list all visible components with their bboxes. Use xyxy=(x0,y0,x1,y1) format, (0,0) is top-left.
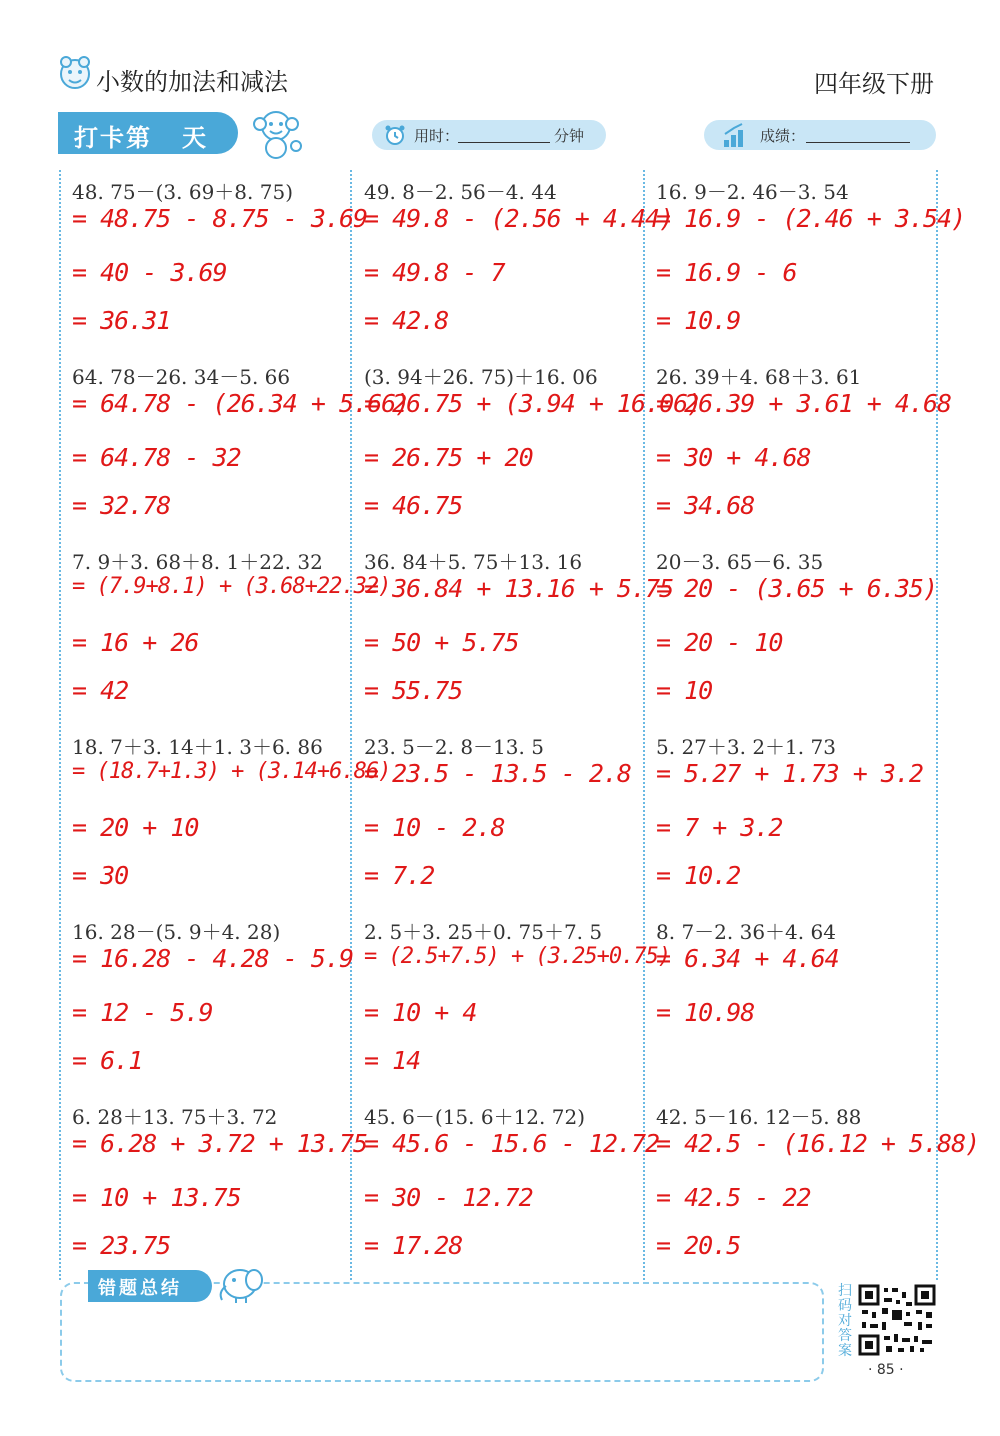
answer-step: = 40 - 3.69 xyxy=(72,258,227,287)
mistake-summary-tag xyxy=(88,1270,212,1302)
time-unit: 分钟 xyxy=(554,127,585,145)
column-divider xyxy=(59,170,61,1280)
problem-expression: 2. 5＋3. 25＋0. 75＋7. 5 xyxy=(364,920,603,944)
problem-expression: 20－3. 65－6. 35 xyxy=(656,550,824,574)
answer-step: = 36.84 + 13.16 + 5.75 xyxy=(364,574,674,603)
problem-cell xyxy=(72,546,391,731)
problem-cell xyxy=(656,176,966,361)
answer-step: = 14 xyxy=(364,1046,421,1075)
page-number: · 85 · xyxy=(868,1362,904,1378)
answer-step: = 23.75 xyxy=(72,1231,171,1260)
problem-cell xyxy=(656,546,946,731)
time-field xyxy=(372,120,606,150)
problem-expression: 48. 75－(3. 69＋8. 75) xyxy=(72,180,293,204)
answer-step: = 10 xyxy=(656,676,713,705)
mistake-summary-label: 错题总结 xyxy=(98,1278,182,1299)
problem-expression: 45. 6－(15. 6＋12. 72) xyxy=(364,1105,585,1129)
answer-step: = 7.2 xyxy=(364,861,435,890)
answer-step: = 10.98 xyxy=(656,998,755,1027)
problem-expression: 6. 28＋13. 75＋3. 72 xyxy=(72,1105,278,1129)
answer-step: = 20 - 10 xyxy=(656,628,783,657)
problem-expression: 49. 8－2. 56－4. 44 xyxy=(364,180,557,204)
answer-step: = 20 - (3.65 + 6.35) xyxy=(656,574,938,603)
checkin-banner xyxy=(58,112,298,154)
problem-cell xyxy=(72,176,368,361)
answer-step: = 10.9 xyxy=(656,306,741,335)
answer-step: = 42 xyxy=(72,676,129,705)
problem-cell xyxy=(656,731,946,916)
page-title: 小数的加法和减法 xyxy=(96,68,288,96)
problem-expression: 36. 84＋5. 75＋13. 16 xyxy=(364,550,583,574)
time-blank[interactable] xyxy=(458,142,550,143)
mascot-logo-icon xyxy=(58,54,92,94)
answer-step: = 6.28 + 3.72 + 13.75 xyxy=(72,1129,368,1158)
checkin-label-suffix: 天 xyxy=(182,124,208,152)
answer-step: = 20.5 xyxy=(656,1231,741,1260)
problem-expression: 16. 28－(5. 9＋4. 28) xyxy=(72,920,281,944)
answer-step: = 20 + 10 xyxy=(72,813,199,842)
answer-step: = (7.9+8.1) + (3.68+22.32) xyxy=(72,574,391,599)
answer-step: = 10 - 2.8 xyxy=(364,813,505,842)
problem-cell xyxy=(656,916,946,1101)
answer-step: = 5.27 + 1.73 + 3.2 xyxy=(656,759,923,788)
growth-chart-icon xyxy=(722,122,748,148)
problem-expression: 5. 27＋3. 2＋1. 73 xyxy=(656,735,836,759)
elephant-mascot-icon xyxy=(214,1262,268,1304)
answer-step: = 17.28 xyxy=(364,1231,463,1260)
checkin-label-prefix: 打卡第 xyxy=(74,124,152,152)
answer-step: = 50 + 5.75 xyxy=(364,628,519,657)
answer-step: = 16.28 - 4.28 - 5.9 xyxy=(72,944,354,973)
answer-step: = 30 + 4.68 xyxy=(656,443,811,472)
problem-cell xyxy=(364,916,671,1101)
answer-step: = 42.5 - (16.12 + 5.88) xyxy=(656,1129,980,1158)
problem-expression: 7. 9＋3. 68＋8. 1＋22. 32 xyxy=(72,550,323,574)
answer-step: = 10.2 xyxy=(656,861,741,890)
answer-step: = 34.68 xyxy=(656,491,755,520)
problem-expression: 64. 78－26. 34－5. 66 xyxy=(72,365,291,389)
problem-cell xyxy=(364,1101,660,1286)
answer-step: = 16.9 - 6 xyxy=(656,258,797,287)
answer-step: = 6.1 xyxy=(72,1046,143,1075)
problem-cell xyxy=(72,916,362,1101)
answer-step: = 6.34 + 4.64 xyxy=(656,944,839,973)
answer-step: = 64.78 - 32 xyxy=(72,443,241,472)
problem-expression: 18. 7＋3. 14＋1. 3＋6. 86 xyxy=(72,735,323,759)
answer-step: = 64.78 - (26.34 + 5.66) xyxy=(72,389,410,418)
answer-step: = 26.75 + 20 xyxy=(364,443,533,472)
problem-cell xyxy=(72,731,391,916)
answer-step: = 26.75 + (3.94 + 16.06) xyxy=(364,389,702,418)
answer-step: = 23.5 - 13.5 - 2.8 xyxy=(364,759,631,788)
score-blank[interactable] xyxy=(806,142,910,143)
answer-step: = 49.8 - (2.56 + 4.44) xyxy=(364,204,674,233)
answer-step: = 16.9 - (2.46 + 3.54) xyxy=(656,204,966,233)
answer-step: = (2.5+7.5) + (3.25+0.75) xyxy=(364,944,671,969)
qr-code-icon[interactable] xyxy=(858,1284,936,1356)
grade-label: 四年级下册 xyxy=(814,70,934,98)
answer-step: = 12 - 5.9 xyxy=(72,998,213,1027)
answer-step: = 26.39 + 3.61 + 4.68 xyxy=(656,389,952,418)
problem-expression: 42. 5－16. 12－5. 88 xyxy=(656,1105,862,1129)
answer-step: = 30 xyxy=(72,861,129,890)
answer-step: = 16 + 26 xyxy=(72,628,199,657)
answer-step: = 48.75 - 8.75 - 3.69 xyxy=(72,204,368,233)
answer-step: = 42.8 xyxy=(364,306,449,335)
problem-cell xyxy=(364,361,702,546)
problem-cell xyxy=(364,176,674,361)
problem-cell xyxy=(364,546,674,731)
problem-expression: 16. 9－2. 46－3. 54 xyxy=(656,180,849,204)
problem-cell xyxy=(72,361,410,546)
answer-step: = 45.6 - 15.6 - 12.72 xyxy=(364,1129,660,1158)
problem-cell xyxy=(656,361,952,546)
answer-step: = 30 - 12.72 xyxy=(364,1183,533,1212)
answer-step: = 36.31 xyxy=(72,306,171,335)
problem-cell xyxy=(656,1101,980,1286)
answer-step: = 49.8 - 7 xyxy=(364,258,505,287)
score-label: 成绩： xyxy=(760,127,806,145)
answer-step: = 55.75 xyxy=(364,676,463,705)
monkey-mascot-icon xyxy=(246,106,306,162)
problem-cell xyxy=(72,1101,368,1286)
scan-for-answers-label: 扫码对答案 xyxy=(838,1283,852,1359)
answer-step: = 46.75 xyxy=(364,491,463,520)
answer-step: = 32.78 xyxy=(72,491,171,520)
alarm-clock-icon xyxy=(384,124,406,146)
time-label: 用时： xyxy=(414,127,460,145)
problem-expression: 26. 39＋4. 68＋3. 61 xyxy=(656,365,862,389)
problem-cell xyxy=(364,731,654,916)
problem-expression: 8. 7－2. 36＋4. 64 xyxy=(656,920,836,944)
score-field xyxy=(704,120,936,150)
problem-expression: (3. 94＋26. 75)＋16. 06 xyxy=(364,365,598,389)
answer-step: = (18.7+1.3) + (3.14+6.86) xyxy=(72,759,391,784)
problem-expression: 23. 5－2. 8－13. 5 xyxy=(364,735,544,759)
answer-step: = 7 + 3.2 xyxy=(656,813,783,842)
answer-step: = 42.5 - 22 xyxy=(656,1183,811,1212)
answer-step: = 10 + 4 xyxy=(364,998,477,1027)
answer-step: = 10 + 13.75 xyxy=(72,1183,241,1212)
